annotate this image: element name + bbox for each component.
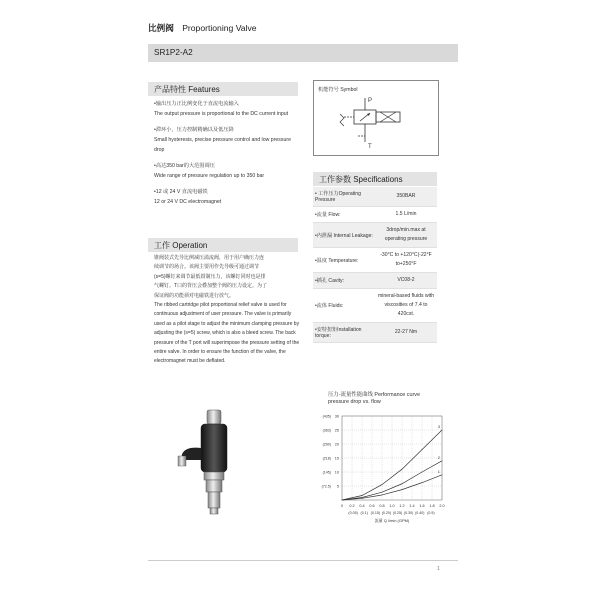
x-tick-label: 0.4 — [359, 504, 365, 508]
x-tick-gpm-label: (0.25) — [392, 511, 403, 515]
feature-en: Wide range of pressure regulation up to 350 bar — [154, 173, 265, 179]
series-point — [382, 495, 383, 496]
features-list — [154, 99, 300, 213]
spec-value: 350BAR — [375, 187, 437, 207]
y-tick-psi-label: (145) — [322, 470, 331, 475]
x-tick-label: 1.6 — [419, 504, 425, 508]
spec-row — [313, 289, 437, 323]
operation-en-text: The ribbed cartridge pilot proportional relief valve is used for continuous adjustment of user pressure. The valve is primarily used as a pilot stage to adjust the minimum clamping pressure by adjusting the (s=5) screw, which is also a bleed screw. The back pressure of the T port will superimpose the pressure setting of the entire valve. In order to ensure the function of the valve, the electromagnet must be deflated. — [154, 302, 300, 365]
series-point — [442, 474, 443, 475]
model-bar — [148, 44, 458, 62]
model-number: SR1P2-A2 — [154, 48, 193, 57]
x-tick-label: 1.0 — [389, 504, 395, 508]
feature-en: Small hysteresis, precise pressure control and low pressure drop — [154, 137, 291, 153]
series-point — [402, 483, 403, 484]
spec-row — [313, 323, 437, 343]
spec-row — [313, 273, 437, 289]
feature-en: 12 or 24 V DC electromagnet — [154, 199, 222, 205]
spec-row — [313, 223, 437, 248]
y-tick-label: 15 — [334, 456, 339, 461]
series-point — [422, 482, 423, 483]
feature-cn: •高达350 bar的大范围调压 — [154, 163, 215, 169]
spec-value: 1.5 L/min — [375, 207, 437, 223]
x-tick-gpm-label: (0.15) — [370, 511, 381, 515]
series-point — [422, 472, 423, 473]
title-cn: 比例阀 — [148, 23, 174, 33]
spec-value: VC08-2 — [375, 273, 437, 289]
spec-key: •流体 Fluids: — [313, 289, 375, 323]
series-point — [402, 489, 403, 490]
feature-cn: •输出压力正比例变化于直流电流输入 — [154, 101, 239, 107]
series-point — [342, 500, 343, 501]
y-tick-psi-label: (218) — [322, 456, 331, 461]
feature-cn: •12 或 24 V 直流电磁铁 — [154, 189, 208, 195]
x-tick-label: 1.8 — [429, 504, 435, 508]
page-number: 1 — [437, 566, 440, 572]
page-title — [148, 22, 257, 34]
y-tick-psi-label: (72.5) — [321, 484, 331, 489]
performance-title-cn: 压力-流量性能曲线 Performance curve — [328, 392, 420, 398]
spec-row — [313, 187, 437, 207]
feature-item — [154, 161, 300, 181]
x-tick-gpm-label: (0.1) — [360, 511, 368, 515]
y-tick-label: 30 — [334, 414, 339, 419]
series-point — [442, 460, 443, 461]
hydraulic-symbol — [330, 94, 420, 150]
feature-item — [154, 99, 300, 119]
spec-key: • 工作压力Operating Pressure — [313, 187, 375, 207]
x-tick-gpm-label: (0.20) — [381, 511, 392, 515]
x-tick-gpm-label: (0.5) — [427, 511, 435, 515]
series-label: 2 — [437, 454, 440, 460]
title-en: Proportioning Valve — [182, 23, 257, 33]
spec-value: mineral-based fluids with viscosities of 7.4 to 420cst. — [375, 289, 437, 323]
feature-item — [154, 187, 300, 207]
x-tick-label: 0.6 — [369, 504, 375, 508]
specs-heading: 工作参数 Specifications — [319, 175, 403, 184]
feature-en: The output pressure is proportional to the DC current input — [154, 111, 289, 117]
operation-cn-line: (s=5)螺钉来调节最低钳制压力，该螺钉同时也是排 — [154, 273, 266, 280]
spec-key: •安特扭矩Installation torque: — [313, 323, 375, 343]
performance-title — [328, 392, 420, 406]
spec-key: •内泄漏 Internal Leakage: — [313, 223, 375, 248]
operation-cn-line: 锥阀装式先导比例减压溢流阀，用于用户确压力连 — [154, 255, 265, 261]
port-t-label: T — [368, 144, 372, 150]
operation-heading: 工作 Operation — [154, 241, 208, 250]
series-label: 3 — [437, 424, 440, 429]
feature-cn: •滞环小，压力控制精确以及低压降 — [154, 127, 234, 133]
series-point — [422, 449, 423, 450]
spec-key: •温度 Temperature: — [313, 248, 375, 273]
series-label: 1 — [437, 468, 440, 474]
x-tick-gpm-label: (0.05) — [348, 511, 358, 515]
series-point — [362, 498, 363, 499]
x-tick-label: 0 — [340, 504, 344, 508]
x-tick-label: 0.8 — [379, 504, 385, 508]
series-point — [362, 497, 363, 498]
spec-key: •流量 Flow: — [313, 207, 375, 223]
operation-cn-line: 气螺钉。T口的背压会叠加整个阀的压力设定。为了 — [154, 283, 268, 290]
port-p-label: P — [368, 98, 373, 104]
y-tick-psi-label: (363) — [322, 428, 331, 433]
spec-value: -30°C to +120°C(-22°F to+250°F — [375, 248, 437, 273]
features-heading: 产品特性 Features — [154, 85, 220, 94]
spec-row — [313, 207, 437, 223]
feature-item — [154, 125, 300, 155]
performance-chart — [312, 408, 452, 536]
series-point — [382, 484, 383, 485]
x-tick-label: 0.2 — [349, 504, 355, 508]
symbol-label: 机能符号 Symbol — [318, 87, 358, 93]
performance-title-en: pressure drop vs. flow — [328, 399, 381, 406]
x-tick-gpm-label: (0.30) — [403, 511, 414, 515]
operation-cn-line: 保证阀的功能须对电磁铁进行放气。 — [154, 292, 235, 299]
x-tick-label: 1.2 — [399, 504, 405, 508]
x-axis-label: 流量 Q l/min (GPM) — [374, 518, 410, 523]
series-point — [442, 430, 443, 431]
features-heading-bar — [148, 82, 298, 96]
x-tick-label: 1.4 — [409, 504, 415, 508]
valve-product-image — [168, 408, 258, 518]
spec-value: 3drop/min.max at operating pressure — [375, 223, 437, 248]
operation-heading-bar — [148, 238, 298, 252]
series-point — [362, 495, 363, 496]
footer-rule — [148, 560, 458, 561]
spec-value: 22-27 Nm — [375, 323, 437, 343]
y-tick-psi-label: (290) — [322, 442, 331, 447]
x-tick-gpm-label: (0.40) — [415, 511, 425, 515]
specs-table — [313, 187, 437, 343]
operation-cn-line: 续调节的场合。该阀主要用作先导级可通过调节 — [154, 264, 260, 271]
series-point — [402, 469, 403, 470]
y-tick-label: 20 — [334, 442, 339, 447]
y-tick-label: 10 — [334, 470, 339, 475]
spec-row — [313, 248, 437, 273]
spec-key: •插孔 Cavity: — [313, 273, 375, 289]
y-tick-label: 25 — [334, 428, 339, 433]
y-tick-label: 5 — [336, 484, 339, 489]
x-tick-label: 2.0 — [439, 504, 445, 508]
series-point — [382, 492, 383, 493]
operation-text — [154, 254, 300, 367]
specs-heading-bar — [313, 172, 437, 186]
y-tick-psi-label: (435) — [322, 414, 331, 419]
